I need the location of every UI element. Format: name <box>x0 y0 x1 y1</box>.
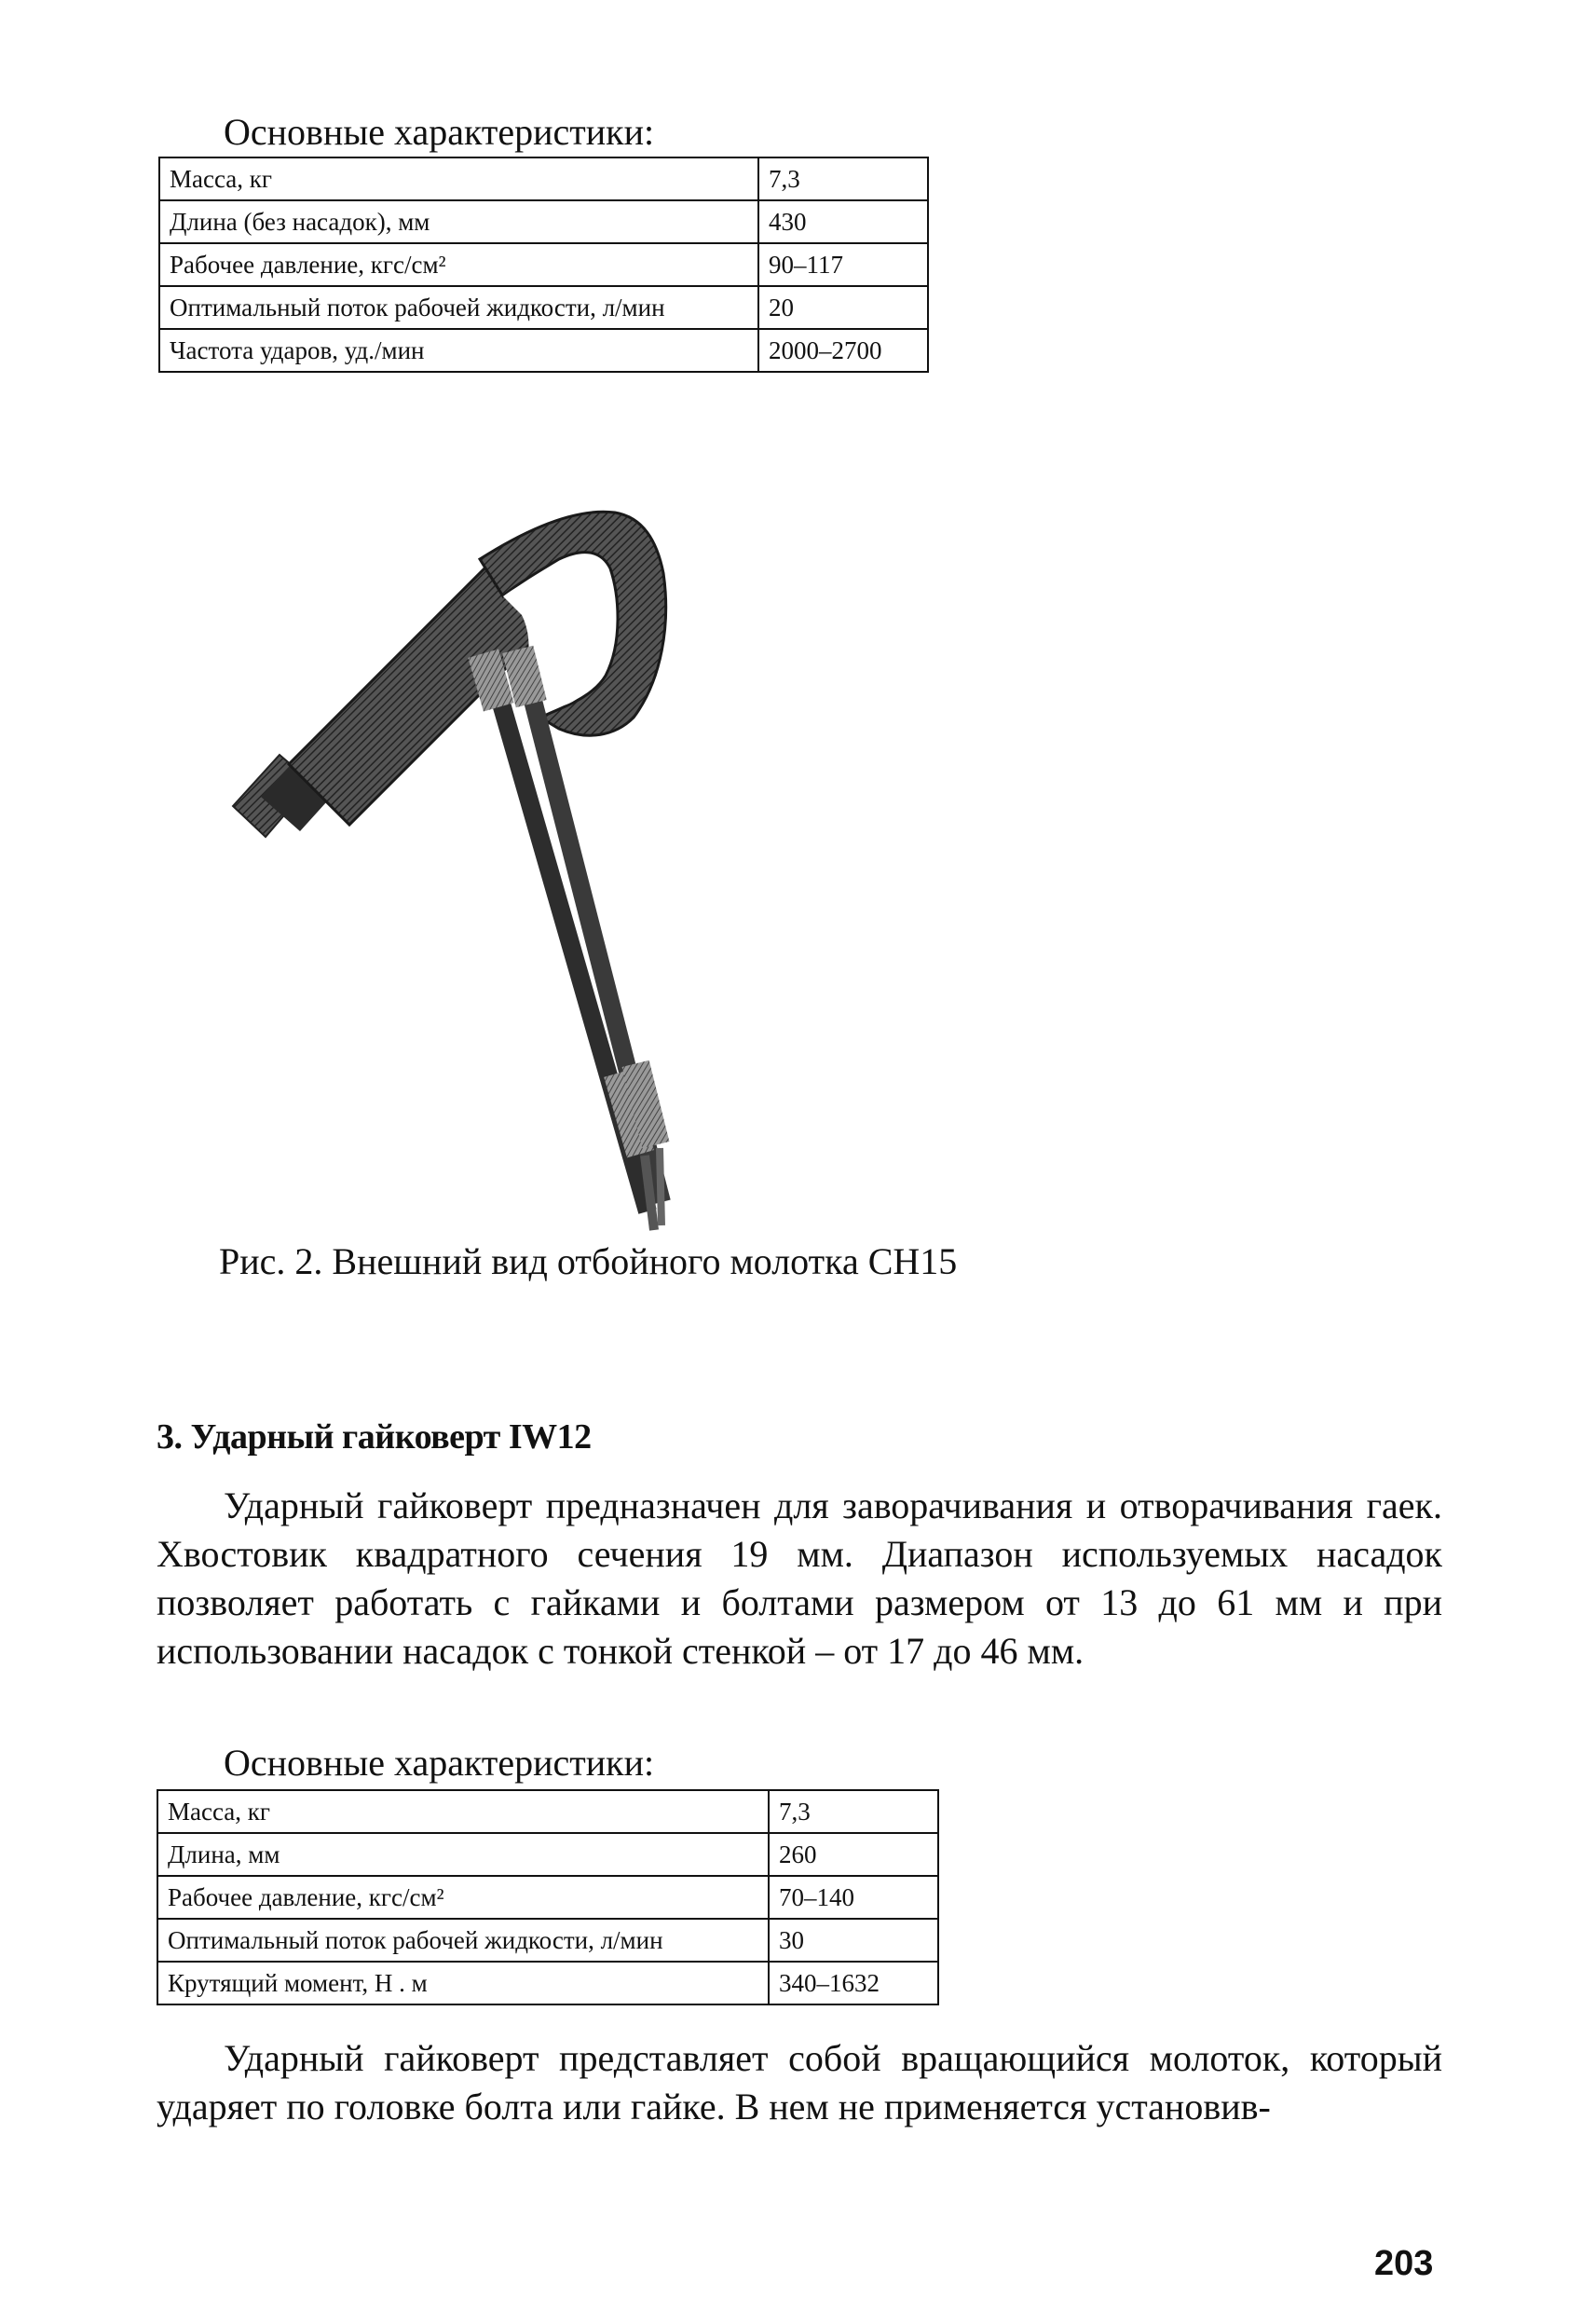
param-value: 340–1632 <box>769 1962 938 2004</box>
param-value: 7,3 <box>758 157 928 200</box>
figure-caption: Рис. 2. Внешний вид отбойного молотка CH15 <box>219 1240 958 1282</box>
table-row <box>157 1919 938 1962</box>
param-name: Масса, кг <box>157 1790 769 1833</box>
param-value: 260 <box>769 1833 938 1876</box>
spec-heading-1: Основные характеристики: <box>224 111 655 153</box>
param-value: 70–140 <box>769 1876 938 1919</box>
param-value: 7,3 <box>769 1790 938 1833</box>
table-row <box>157 1962 938 2004</box>
param-name: Крутящий момент, Н . м <box>157 1962 769 2004</box>
param-value: 20 <box>758 286 928 329</box>
table-row <box>157 1790 938 1833</box>
spec-table-2 <box>157 1789 939 2005</box>
spec-table-1 <box>158 157 929 373</box>
page-number: 203 <box>1374 2244 1434 2283</box>
param-name: Оптимальный поток рабочей жидкости, л/мин <box>159 286 758 329</box>
table-row <box>157 1876 938 1919</box>
param-name: Рабочее давление, кгс/см² <box>157 1876 769 1919</box>
paragraph-2: Ударный гайковерт представляет собой вращающийся молоток, который ударяет по головке болта или гайке. В нем не применяется установив- <box>157 2037 1442 2127</box>
paragraph-1: Ударный гайковерт предназначен для заворачивания и отворачивания гаек. Хвостовик квадратного сечения 19 мм. Диапазон используемых насадок позволяет работать с гайками и болтами размером от 13 до 61 мм и при использовании насадок с тонкой стенкой – от 17 до 46 мм. <box>157 1484 1442 1672</box>
table-row <box>159 157 928 200</box>
param-name: Частота ударов, уд./мин <box>159 329 758 372</box>
jackhammer-illustration <box>224 485 950 1249</box>
table-row <box>159 200 928 243</box>
table-row <box>159 286 928 329</box>
param-name: Масса, кг <box>159 157 758 200</box>
section-title: 3. Ударный гайковерт IW12 <box>157 1417 592 1457</box>
param-value: 90–117 <box>758 243 928 286</box>
table-row <box>159 329 928 372</box>
param-value: 2000–2700 <box>758 329 928 372</box>
param-name: Длина (без насадок), мм <box>159 200 758 243</box>
spec-heading-2: Основные характеристики: <box>224 1742 655 1784</box>
param-name: Оптимальный поток рабочей жидкости, л/мин <box>157 1919 769 1962</box>
table-row <box>159 243 928 286</box>
param-name: Рабочее давление, кгс/см² <box>159 243 758 286</box>
jackhammer-figure <box>224 485 950 1249</box>
param-value: 30 <box>769 1919 938 1962</box>
param-value: 430 <box>758 200 928 243</box>
param-name: Длина, мм <box>157 1833 769 1876</box>
table-row <box>157 1833 938 1876</box>
